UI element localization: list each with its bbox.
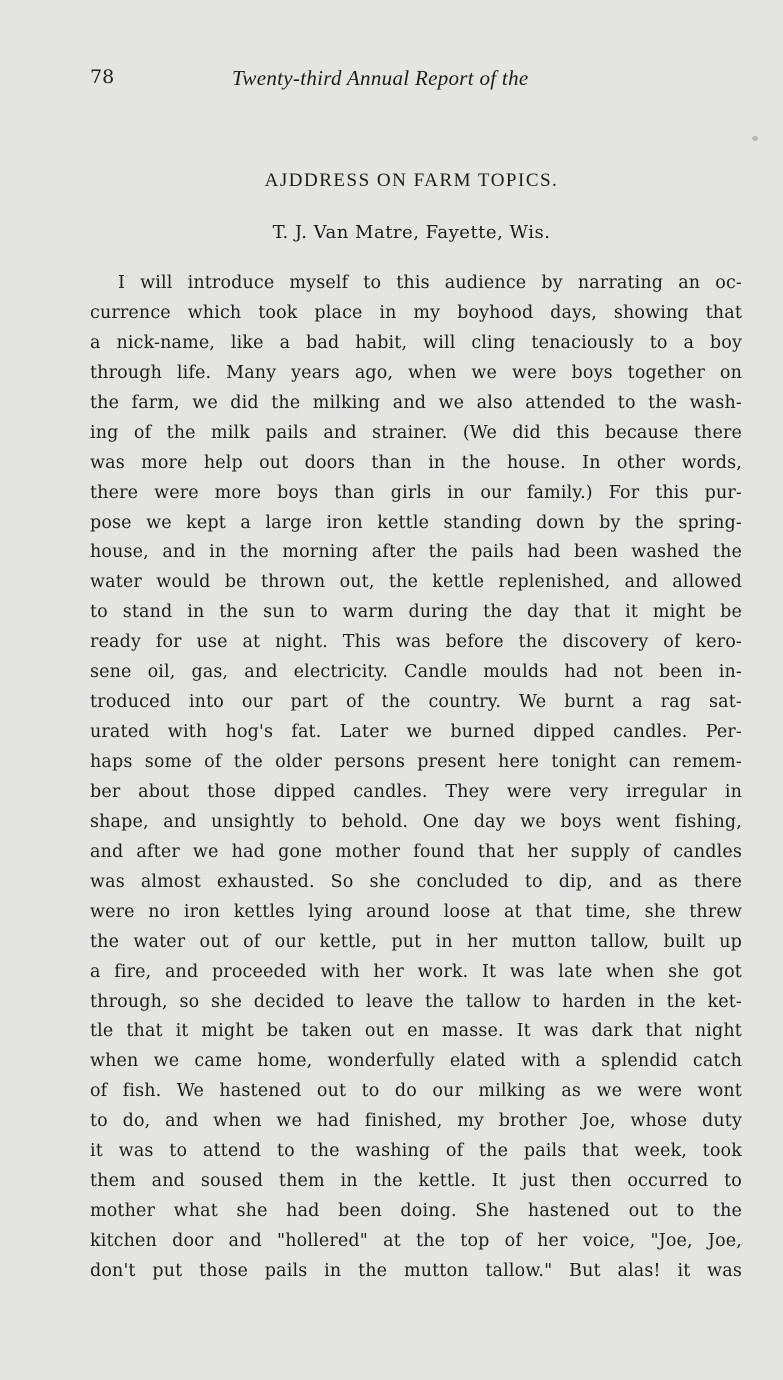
body-line: ber about those dipped candles. They were very irregular in	[90, 781, 742, 802]
body-line: kitchen door and "hollered" at the top of her voice, "Joe, Joe,	[90, 1231, 742, 1251]
body-line: to stand in the sun to warm during the day that it might be	[90, 602, 742, 623]
body-line: water would be thrown out, the kettle replenished, and allowed	[90, 572, 742, 593]
body-line: ready for use at night. This was before the discovery of kero-	[90, 632, 742, 653]
article-title: AJDDRESS ON FARM TOPICS.	[264, 170, 559, 191]
running-title: Twenty-third Annual Report of the	[232, 66, 529, 90]
body-line: when we came home, wonderfully elated with a splendid catch	[90, 1051, 742, 1072]
page-number: 78	[90, 66, 115, 88]
body-line: the water out of our kettle, put in her mutton tallow, built up	[90, 931, 742, 952]
body-line: through life. Many years ago, when we were boys together on	[90, 362, 742, 383]
body-line: was more help out doors than in the house. In other words,	[90, 452, 742, 473]
article-body	[90, 269, 742, 1287]
body-line: I will introduce myself to this audience by narrating an oc-	[118, 273, 742, 293]
body-line: it was to attend to the washing of the pails that week, took	[90, 1141, 742, 1162]
body-line: a fire, and proceeded with her work. It was late when she got	[90, 961, 742, 982]
article-byline: T. J. Van Matre, Fayette, Wis.	[272, 222, 551, 243]
body-line: troduced into our part of the country. We burnt a rag sat-	[90, 692, 742, 713]
body-line: was almost exhausted. So she concluded to dip, and as there	[90, 871, 742, 892]
body-line: currence which took place in my boyhood days, showing that	[90, 302, 742, 323]
page-header	[90, 66, 745, 96]
body-line: urated with hog's fat. Later we burned dipped candles. Per-	[90, 722, 742, 743]
body-line: there were more boys than girls in our family.) For this pur-	[90, 482, 742, 503]
body-line: through, so she decided to leave the tallow to harden in the ket-	[90, 991, 742, 1012]
body-line: ing of the milk pails and strainer. (We did this because there	[90, 422, 742, 443]
body-line: a nick-name, like a bad habit, will cling tenaciously to a boy	[90, 332, 742, 353]
body-line: and after we had gone mother found that her supply of candles	[90, 841, 742, 862]
body-line: tle that it might be taken out en masse. It was dark that night	[90, 1021, 742, 1042]
body-line: pose we kept a large iron kettle standing down by the spring-	[90, 512, 742, 533]
body-line: house, and in the morning after the pails had been washed the	[90, 542, 742, 563]
body-line: to do, and when we had finished, my brother Joe, whose duty	[90, 1111, 742, 1132]
paper-speck	[752, 136, 758, 141]
body-line: them and soused them in the kettle. It just then occurred to	[90, 1171, 742, 1192]
body-line: shape, and unsightly to behold. One day we boys went fishing,	[90, 811, 742, 832]
body-line: mother what she had been doing. She hastened out to the	[90, 1201, 742, 1222]
body-line: were no iron kettles lying around loose at that time, she threw	[90, 901, 742, 922]
body-line: sene oil, gas, and electricity. Candle moulds had not been in-	[90, 662, 742, 683]
body-line: haps some of the older persons present here tonight can remem-	[90, 752, 742, 772]
body-line: of fish. We hastened out to do our milking as we were wont	[90, 1081, 742, 1102]
body-line: the farm, we did the milking and we also attended to the wash-	[90, 392, 742, 413]
body-line: don't put those pails in the mutton tallow." But alas! it was	[90, 1260, 742, 1281]
